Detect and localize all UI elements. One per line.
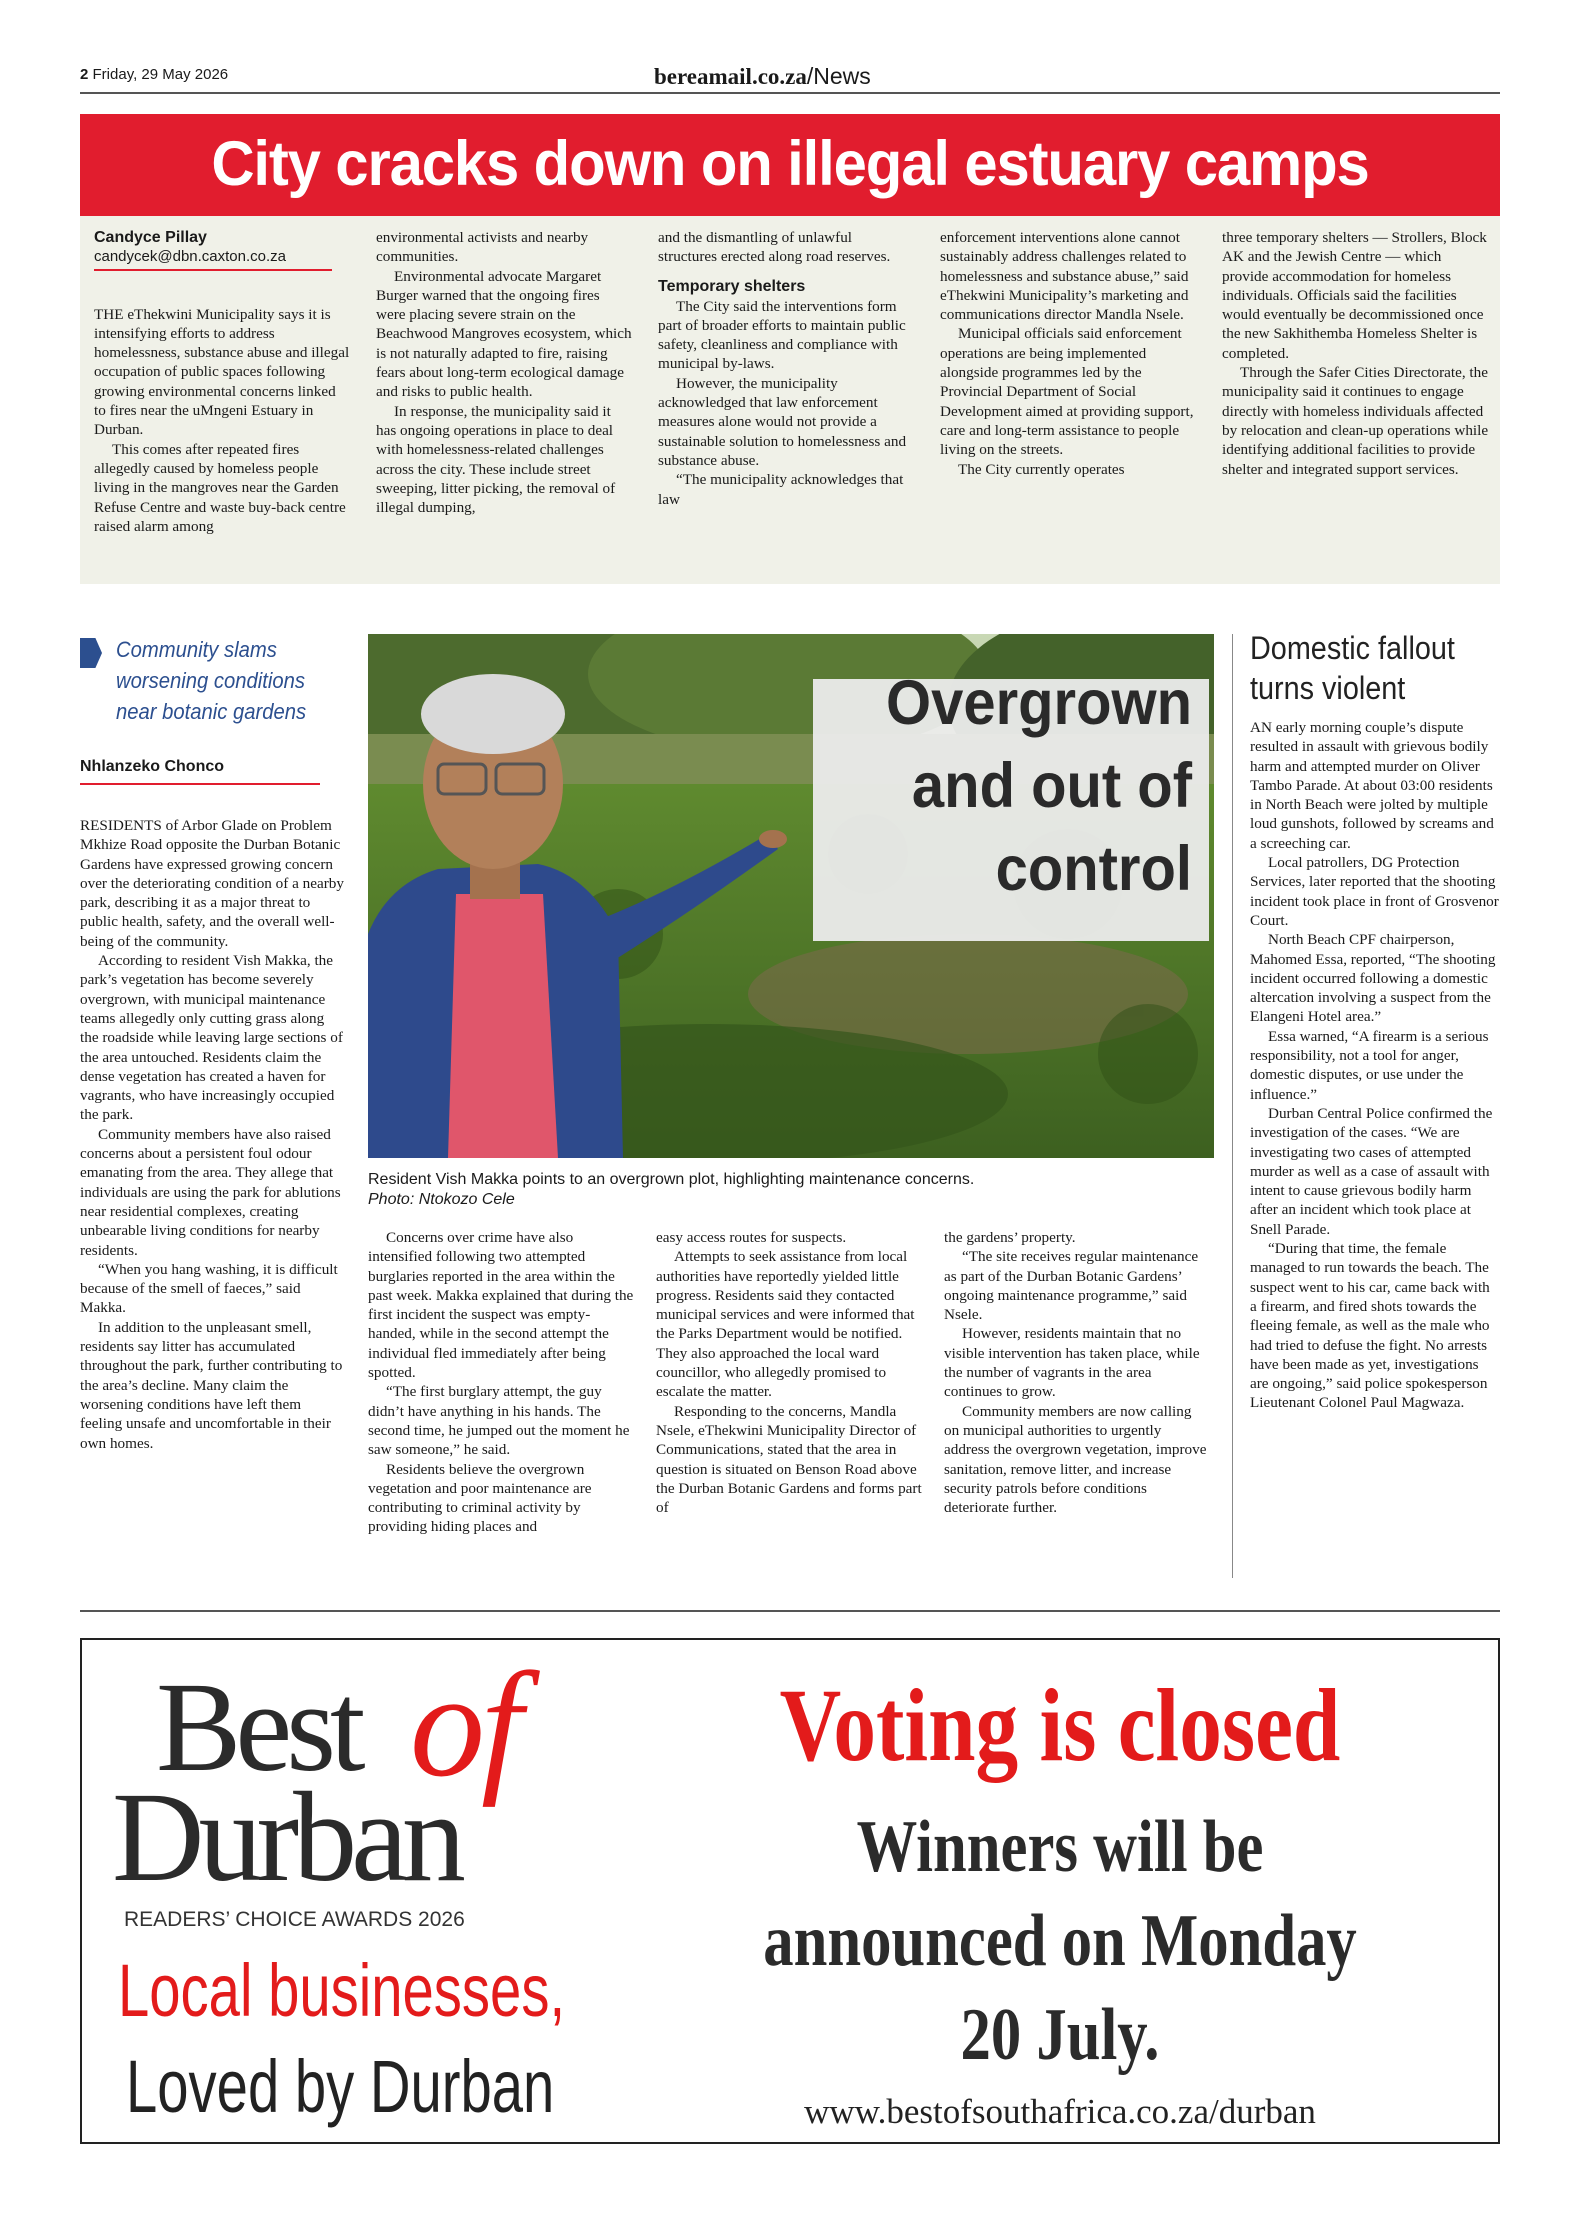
section-name: /News: [806, 63, 871, 89]
story2-col-2: [368, 1228, 634, 1537]
ad-winners-line1: Winners will be: [856, 1806, 1264, 1888]
story2-kicker: Community slams worsening conditions near botanic gardens: [116, 637, 307, 724]
paragraph: Essa warned, “A firearm is a serious responsibility, not a tool for anger, domestic disputes, or use under the influence.”: [1250, 1027, 1489, 1103]
story3-body: [1250, 718, 1500, 1413]
kicker-arrow-icon: [80, 638, 102, 668]
lead-col-2: [376, 228, 632, 517]
site-name: bereamail.co.za: [654, 64, 807, 89]
lead-col1-text: [94, 305, 350, 537]
story2-col-1: [80, 816, 346, 1453]
paragraph: This comes after repeated fires allegedly caused by homeless people living in the mangroves near the Garden Refuse Centre and waste buy-back centre raised alarm among: [94, 440, 346, 535]
lead-col-5: [1222, 228, 1490, 479]
ad-voting-closed: Voting is closed: [779, 1668, 1341, 1783]
ad-logo-durban: Durban: [112, 1766, 460, 1908]
story2-author: Nhlanzeko Chonco: [80, 758, 225, 775]
ad-top-rule: [80, 1610, 1500, 1612]
paragraph: Residents believe the overgrown vegetation and poor maintenance are contributing to criminal activity by providing hiding places and: [368, 1460, 592, 1536]
lead-col-4: [940, 228, 1196, 479]
paragraph: Municipal officials said enforcement operations are being implemented alongside programmes led by the Provincial Department of Social Development aimed at providing support, care and long-term assistance to people living on the streets.: [940, 325, 1194, 459]
paragraph: “The municipality acknowledges that law: [658, 471, 904, 508]
paragraph: THE eThekwini Municipality says it is intensifying efforts to address homelessness, substance abuse and illegal occupation of public spaces following growing environmental concerns linked to fires near the uMngeni Estuary in Durban.: [94, 305, 350, 439]
ad-winners-line3: 20 July.: [960, 1994, 1160, 2076]
photo-headline-line2: and out of: [911, 751, 1192, 821]
paragraph: RESIDENTS of Arbor Glade on Problem Mkhize Road opposite the Durban Botanic Gardens have expressed growing concern over the deteriorating condition of a nearby park, describing it as a major threat to public health, safety, and the overall well-being of the community.: [80, 817, 344, 950]
paragraph: three temporary shelters — Strollers, Block AK and the Jewish Centre — which provide accommodation for homeless individuals. Officials said the facilities would eventually be decommissioned once the new Sakhithemba Homeless Shelter is completed.: [1222, 229, 1487, 362]
photo-headline-line3: control: [995, 834, 1192, 904]
page-number: 2: [80, 66, 89, 83]
page-date: Friday, 29 May 2026: [92, 66, 229, 83]
header-rule: [80, 92, 1500, 94]
paragraph: Community members are now calling on municipal authorities to urgently address the overgrown vegetation, improve sanitation, remove litter, and increase security patrols before conditions deteriorate further.: [944, 1402, 1207, 1517]
paragraph: “When you hang washing, it is difficult because of the smell of faeces,” said Makka.: [80, 1260, 338, 1317]
lead-headline: City cracks down on illegal estuary camps: [211, 129, 1369, 199]
paragraph: Responding to the concerns, Mandla Nsele, eThekwini Municipality Director of Communications, stated that the area in question is situated on Benson Road above the Durban Botanic Gardens and forms part of: [656, 1402, 922, 1517]
paragraph: Durban Central Police confirmed the investigation of the cases. “We are investigating two cases of attempted murder as well as a case of assault with intent to cause grievous bodily harm after an incident which took place at Snell Parade.: [1250, 1104, 1493, 1238]
paragraph: Concerns over crime have also intensified following two attempted burglaries reported in the area within the past week. Makka explained that during the first incident the suspect was empty-handed, while in the second attempt the individual fled immediately after being spotted.: [368, 1229, 634, 1382]
paragraph: Local patrollers, DG Protection Services, later reported that the shooting incident took place in front of Grosvenor Court.: [1250, 854, 1499, 929]
paragraph: Environmental advocate Margaret Burger warned that the ongoing fires were placing severe strain on the Beachwood Mangroves ecosystem, which is not naturally adapted to fire, raising fears about long-term ecological damage and risks to public health.: [376, 267, 632, 401]
photo-caption: [368, 1170, 1214, 1210]
paragraph: Attempts to seek assistance from local authorities have reportedly yielded little progress. Residents said they contacted municipal services and were informed that the Parks Department would be notified. They also approached the local ward councillor, who allegedly promised to escalate the matter.: [656, 1248, 915, 1401]
paragraph: environmental activists and nearby communities.: [376, 229, 589, 266]
paragraph: The City currently operates: [958, 460, 1125, 478]
masthead: [654, 63, 871, 90]
lead-author: Candyce Pillay: [94, 229, 207, 246]
lead-col3-text-b: [658, 297, 914, 509]
paragraph: enforcement interventions alone cannot sustainably address challenges related to homelessness and substance abuse,” said eThekwini Municipality’s marketing and communications director Mandla Nsele.: [940, 229, 1189, 324]
paragraph: In addition to the unpleasant smell, residents say litter has accumulated throughout the park, further contributing to the area’s decline. Many claim the worsening conditions have left them feeling unsafe and uncomfortable in their own homes.: [80, 1318, 343, 1452]
ad-winners-line2: announced on Monday: [763, 1900, 1357, 1982]
caption-text: Resident Vish Makka points to an overgrown plot, highlighting maintenance concerns.: [368, 1171, 975, 1188]
ad-logo-best: Best: [156, 1656, 360, 1798]
ad-winners: [716, 1800, 1405, 2082]
paragraph: Through the Safer Cities Directorate, the municipality said it continues to engage directly with homeless individuals affected by relocation and clean-up operations while identifying additional facilities to provide shelter and integrated support services.: [1222, 364, 1489, 478]
column-divider: [1232, 634, 1233, 1578]
paragraph: easy access routes for suspects.: [656, 1229, 847, 1246]
paragraph: the gardens’ property.: [944, 1229, 1076, 1246]
author-rule: [94, 269, 332, 271]
paragraph: “The site receives regular maintenance as part of the Durban Botanic Gardens’ ongoing maintenance programme,” said Nsele.: [944, 1248, 1199, 1324]
ad-logo-of: of: [410, 1642, 519, 1808]
paragraph: “The first burglary attempt, the guy didn’t have anything in his hands. The second time, he jumped out the moment he saw someone,” he said.: [368, 1383, 630, 1459]
paragraph: In response, the municipality said it has ongoing operations in place to deal with homelessness-related challenges across the city. These include street sweeping, litter picking, the removal of illegal dumping,: [376, 402, 616, 517]
story2-col-3: [656, 1228, 922, 1517]
lead-col-3: [658, 228, 914, 509]
paragraph: North Beach CPF chairperson, Mahomed Essa, reported, “The shooting incident occurred following a domestic altercation involving a suspect from the Elangeni Hotel area.”: [1250, 931, 1496, 1026]
ad-url[interactable]: www.bestofsouthafrica.co.za/durban: [804, 2092, 1316, 2131]
lead-col-1: [94, 228, 350, 536]
lead-subhead: Temporary shelters: [658, 277, 806, 295]
paragraph: According to resident Vish Makka, the park’s vegetation has become severely overgrown, with municipal maintenance teams allegedly only cutting grass along the roadside while leaving large sections of the area untouched. Residents claim the dense vegetation has created a haven for vagrants, who have increasingly occupied the park.: [80, 952, 343, 1124]
photo-headline: [850, 662, 1192, 911]
lead-email: candycek@dbn.caxton.co.za: [94, 248, 287, 266]
paragraph: “During that time, the female managed to run towards the beach. The suspect went to his car, came back with a firearm, and fired shots towards the fleeing female, as well as the male who had tried to defuse the fight. No arrests have been made as yet, investigations are ongoing,” said police spokesperson Lieutenant Colonel Paul Magwaza.: [1250, 1240, 1490, 1412]
ad-tagline-1: Local businesses,: [118, 1949, 566, 2032]
paragraph: AN early morning couple’s dispute resulted in assault with grievous bodily harm and attempted murder on Oliver Tambo Parade. At about 03:00 residents in North Beach were jolted by multiple loud gunshots, followed by screams and a screeching car.: [1250, 719, 1494, 852]
story2-author-rule: [80, 783, 320, 785]
paragraph: However, the municipality acknowledged that law enforcement measures alone would not provide a sustainable solution to homelessness and substance abuse.: [658, 374, 907, 469]
page-meta: [80, 66, 228, 83]
paragraph: Community members have also raised concerns about a persistent foul odour emanating from the area. They allege that individuals are using the park for ablutions near residential complexes, creating unbearable living conditions for nearby residents.: [80, 1125, 341, 1259]
paragraph: The City said the interventions form part of broader efforts to maintain public safety, cleanliness and compliance with municipal by-laws.: [658, 297, 906, 373]
photo-headline-line1: Overgrown: [886, 668, 1192, 738]
ad-awards: READERS’ CHOICE AWARDS 2026: [124, 1908, 465, 1931]
paragraph: However, residents maintain that no visible intervention has taken place, while the number of vagrants in the area continues to grow.: [944, 1325, 1200, 1401]
caption-credit: Photo: Ntokozo Cele: [368, 1191, 515, 1208]
story2-col-4: [944, 1228, 1210, 1517]
lead-col3-text-a: and the dismantling of unlawful structures erected along road reserves.: [658, 229, 891, 266]
ad-tagline-2: Loved by Durban: [126, 2045, 555, 2128]
story3-headline: Domestic fallout turns violent: [1250, 630, 1455, 706]
